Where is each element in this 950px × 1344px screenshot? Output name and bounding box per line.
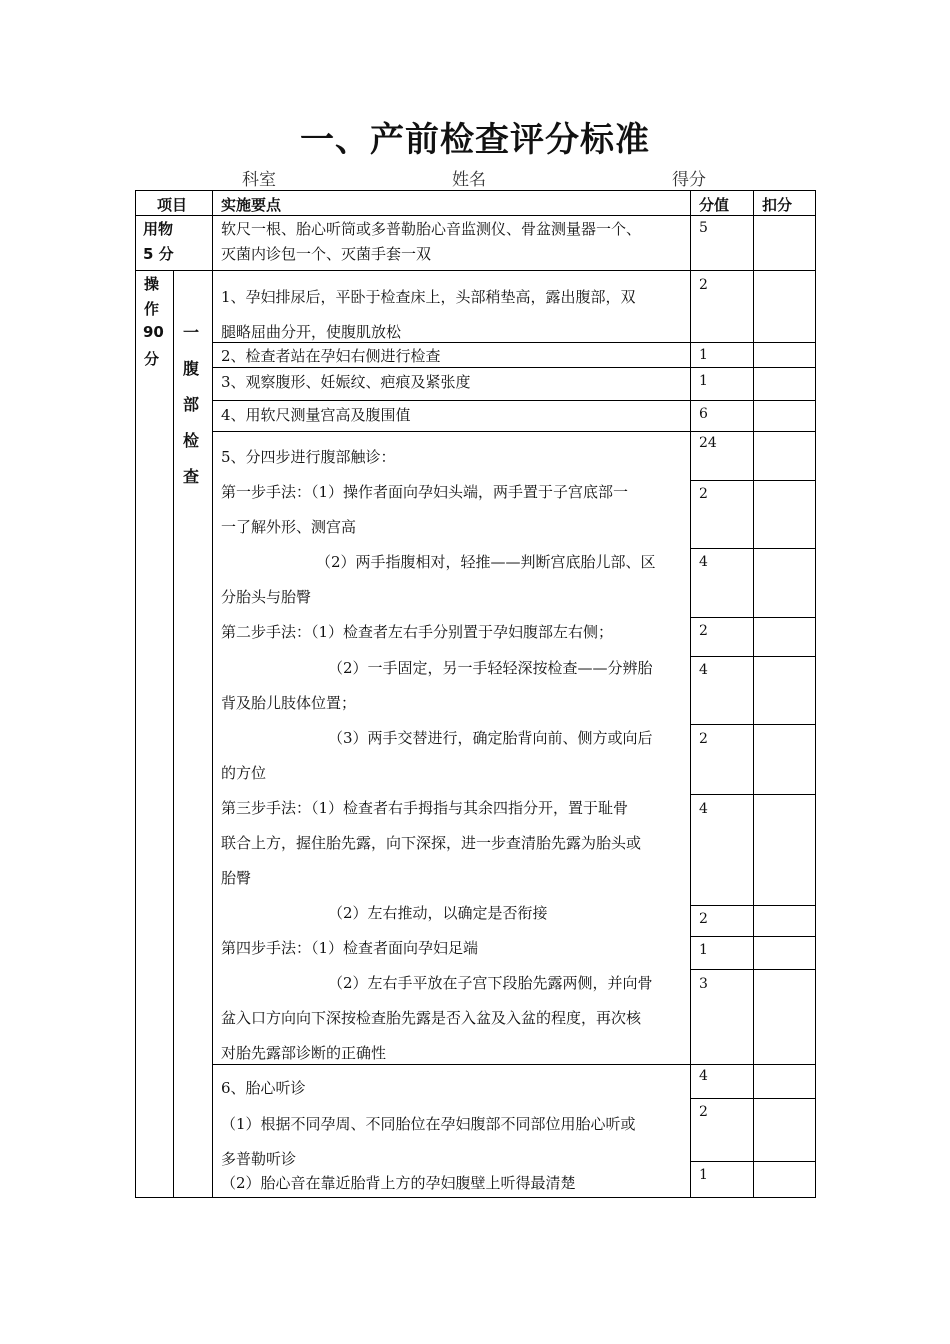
section-label-1: 一 <box>183 323 200 342</box>
operation-label-3: 90 <box>143 323 164 341</box>
header-value: 分值 <box>699 196 730 214</box>
step-3-line-3: 胎臀 <box>221 869 252 887</box>
step-4-line-3: 盆入口方向向下深按检查胎先露是否入盆及入盆的程度，再次核 <box>221 1009 642 1027</box>
item-1-line-1: 1、孕妇排尿后，平卧于检查床上，头部稍垫高，露出腹部，双 <box>221 288 636 306</box>
material-line-1: 软尺一根、胎心听筒或多普勒胎心音监测仪、骨盆测量器一个、 <box>221 220 642 238</box>
step-2b-value: 4 <box>699 662 708 678</box>
item-4-value: 6 <box>699 406 708 422</box>
material-label: 用物 <box>143 220 174 238</box>
operation-label-2: 作 <box>144 300 160 318</box>
page-title: 一、产前检查评分标准 <box>300 120 650 160</box>
step-1-line-2: 一了解外形、测宫高 <box>221 518 357 536</box>
step-4a-value: 1 <box>699 942 708 958</box>
header-points: 实施要点 <box>221 196 282 214</box>
step-4-line-2: （2）左右手平放在子宫下段胎先露两侧，并向骨 <box>328 974 653 992</box>
item-3-value: 1 <box>699 373 708 389</box>
item-6b-value: 1 <box>699 1167 708 1183</box>
step-1a-value: 2 <box>699 486 708 502</box>
section-label-4: 检 <box>183 431 200 450</box>
item-2-value: 1 <box>699 347 708 363</box>
name-label: 姓名 <box>452 170 486 190</box>
step-2-line-2: （2）一手固定，另一手轻轻深按检查——分辨胎 <box>328 659 653 677</box>
step-1b-value: 4 <box>699 554 708 570</box>
step-3-line-2: 联合上方，握住胎先露，向下深探，进一步查清胎先露为胎头或 <box>221 834 642 852</box>
step-4b-value: 3 <box>699 976 708 992</box>
step-3b-value: 2 <box>699 911 708 927</box>
item-6-value: 4 <box>699 1068 708 1084</box>
material-score: 5 分 <box>143 245 174 263</box>
header-item: 项目 <box>157 196 188 214</box>
item-6-line-1: （1）根据不同孕周、不同胎位在孕妇腹部不同部位用胎心听或 <box>221 1115 636 1133</box>
item-1-value: 2 <box>699 277 708 293</box>
step-4-line-1: 第四步手法：（1）检查者面向孕妇足端 <box>221 939 479 957</box>
operation-label-4: 分 <box>144 350 160 368</box>
item-2: 2、检查者站在孕妇右侧进行检查 <box>221 347 441 365</box>
material-value: 5 <box>699 220 708 236</box>
step-2-line-4: （3）两手交替进行，确定胎背向前、侧方或向后 <box>328 729 653 747</box>
item-5-value: 24 <box>699 435 717 451</box>
step-2a-value: 2 <box>699 623 708 639</box>
item-5: 5、分四步进行腹部触诊： <box>221 448 396 466</box>
score-label: 得分 <box>672 170 706 190</box>
item-6-line-2: 多普勒听诊 <box>221 1150 297 1168</box>
dept-label: 科室 <box>242 170 276 190</box>
item-1-line-2: 腿略屈曲分开，使腹肌放松 <box>221 323 402 341</box>
item-6a-value: 2 <box>699 1104 708 1120</box>
section-label-2: 腹 <box>183 359 200 378</box>
step-2c-value: 2 <box>699 731 708 747</box>
item-4: 4、用软尺测量宫高及腹围值 <box>221 406 411 424</box>
step-3a-value: 4 <box>699 801 708 817</box>
item-6-line-3: （2）胎心音在靠近胎背上方的孕妇腹壁上听得最清楚 <box>221 1174 576 1192</box>
item-3: 3、观察腹形、妊娠纹、疤痕及紧张度 <box>221 373 471 391</box>
step-3-line-4: （2）左右推动，以确定是否衔接 <box>328 904 548 922</box>
operation-label-1: 操 <box>144 275 160 293</box>
header-deduct: 扣分 <box>762 196 793 214</box>
step-2-line-1: 第二步手法：（1）检查者左右手分别置于孕妇腹部左右侧； <box>221 623 614 641</box>
step-1-line-4: 分胎头与胎臀 <box>221 588 312 606</box>
step-2-line-3: 背及胎儿肢体位置； <box>221 694 357 712</box>
section-label-5: 查 <box>183 467 200 486</box>
step-1-line-3: （2）两手指腹相对，轻推——判断宫底胎儿部、区 <box>316 553 656 571</box>
step-4-line-4: 对胎先露部诊断的正确性 <box>221 1044 387 1062</box>
section-label-3: 部 <box>183 395 200 414</box>
item-6: 6、胎心听诊 <box>221 1079 306 1097</box>
step-1-line-1: 第一步手法：（1）操作者面向孕妇头端，两手置于子宫底部一 <box>221 483 629 501</box>
step-2-line-5: 的方位 <box>221 764 267 782</box>
material-line-2: 灭菌内诊包一个、灭菌手套一双 <box>221 245 432 263</box>
step-3-line-1: 第三步手法：（1）检查者右手拇指与其余四指分开，置于耻骨 <box>221 799 629 817</box>
